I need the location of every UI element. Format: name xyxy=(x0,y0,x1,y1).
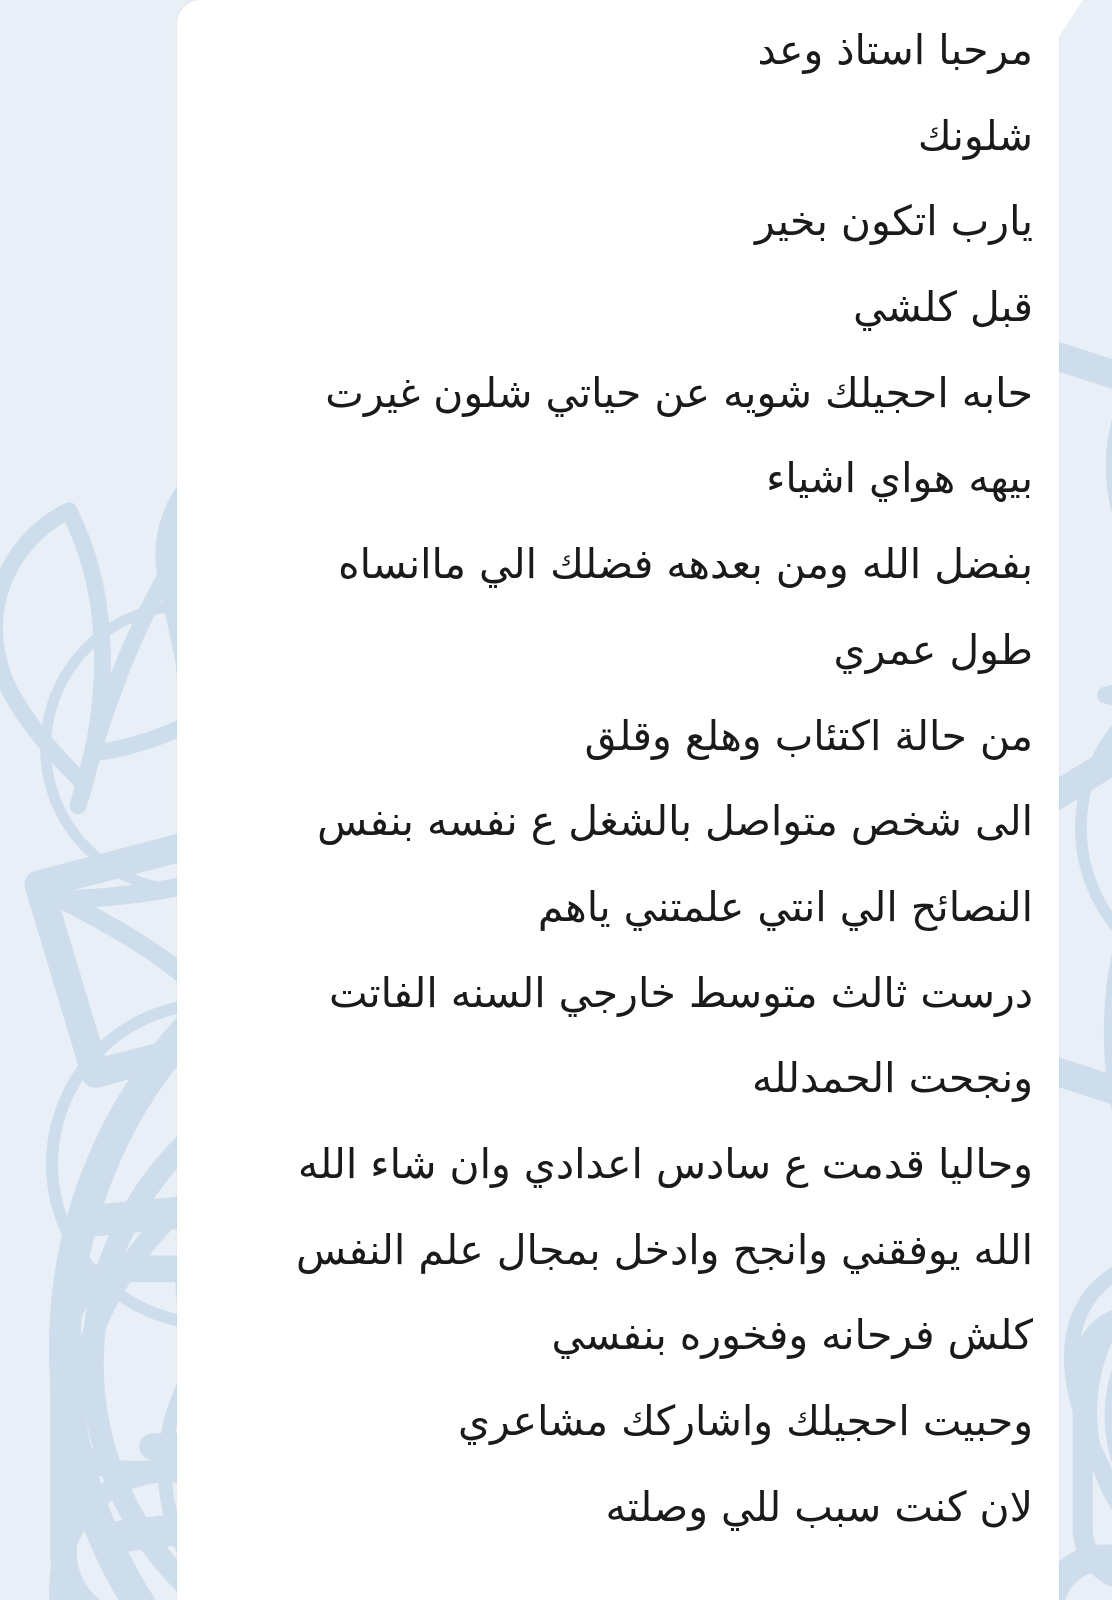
message-line: شلونك xyxy=(917,111,1033,160)
message-line: حابه احجيلك شويه عن حياتي شلون غيرت xyxy=(325,368,1033,417)
bubble-tail xyxy=(1058,0,1083,38)
message-text-block xyxy=(177,0,1059,1600)
message-line: بفضل الله ومن بعدهه فضلك الي ماانساه xyxy=(338,540,1033,589)
message-line: من حالة اكتئاب وهلع وقلق xyxy=(584,711,1033,760)
message-line: وحبيت احجيلك واشاركك مشاعري xyxy=(457,1397,1033,1445)
message-line: وحاليا قدمت ع سادس اعدادي وان شاء الله xyxy=(297,1139,1033,1188)
message-line: الله يوفقني وانجح وادخل بمجال علم النفس xyxy=(296,1225,1033,1274)
message-line: ونجحت الحمدلله xyxy=(751,1054,1033,1103)
message-line: لان كنت سبب للي وصلته xyxy=(605,1482,1033,1531)
message-line: الى شخص متواصل بالشغل ع نفسه بنفس xyxy=(317,797,1033,846)
message-bubble[interactable] xyxy=(177,0,1059,1600)
doodle-ring-icon xyxy=(1081,672,1112,983)
message-line: قبل كلشي xyxy=(853,283,1033,332)
message-line: بيهه هواي اشياء xyxy=(766,454,1033,503)
message-line: يارب اتكون بخير xyxy=(755,197,1033,246)
message-line: طول عمري xyxy=(833,625,1033,674)
message-line: النصائح الي انتي علمتني ياهم xyxy=(537,882,1033,931)
doodle-sparkle-icon xyxy=(1105,450,1112,939)
message-line: درست ثالث متوسط خارجي السنه الفاتت xyxy=(328,968,1033,1017)
message-line: مرحبا استاذ وعد xyxy=(757,26,1033,74)
message-line: كلش فرحانه وفخوره بنفسي xyxy=(551,1311,1033,1360)
